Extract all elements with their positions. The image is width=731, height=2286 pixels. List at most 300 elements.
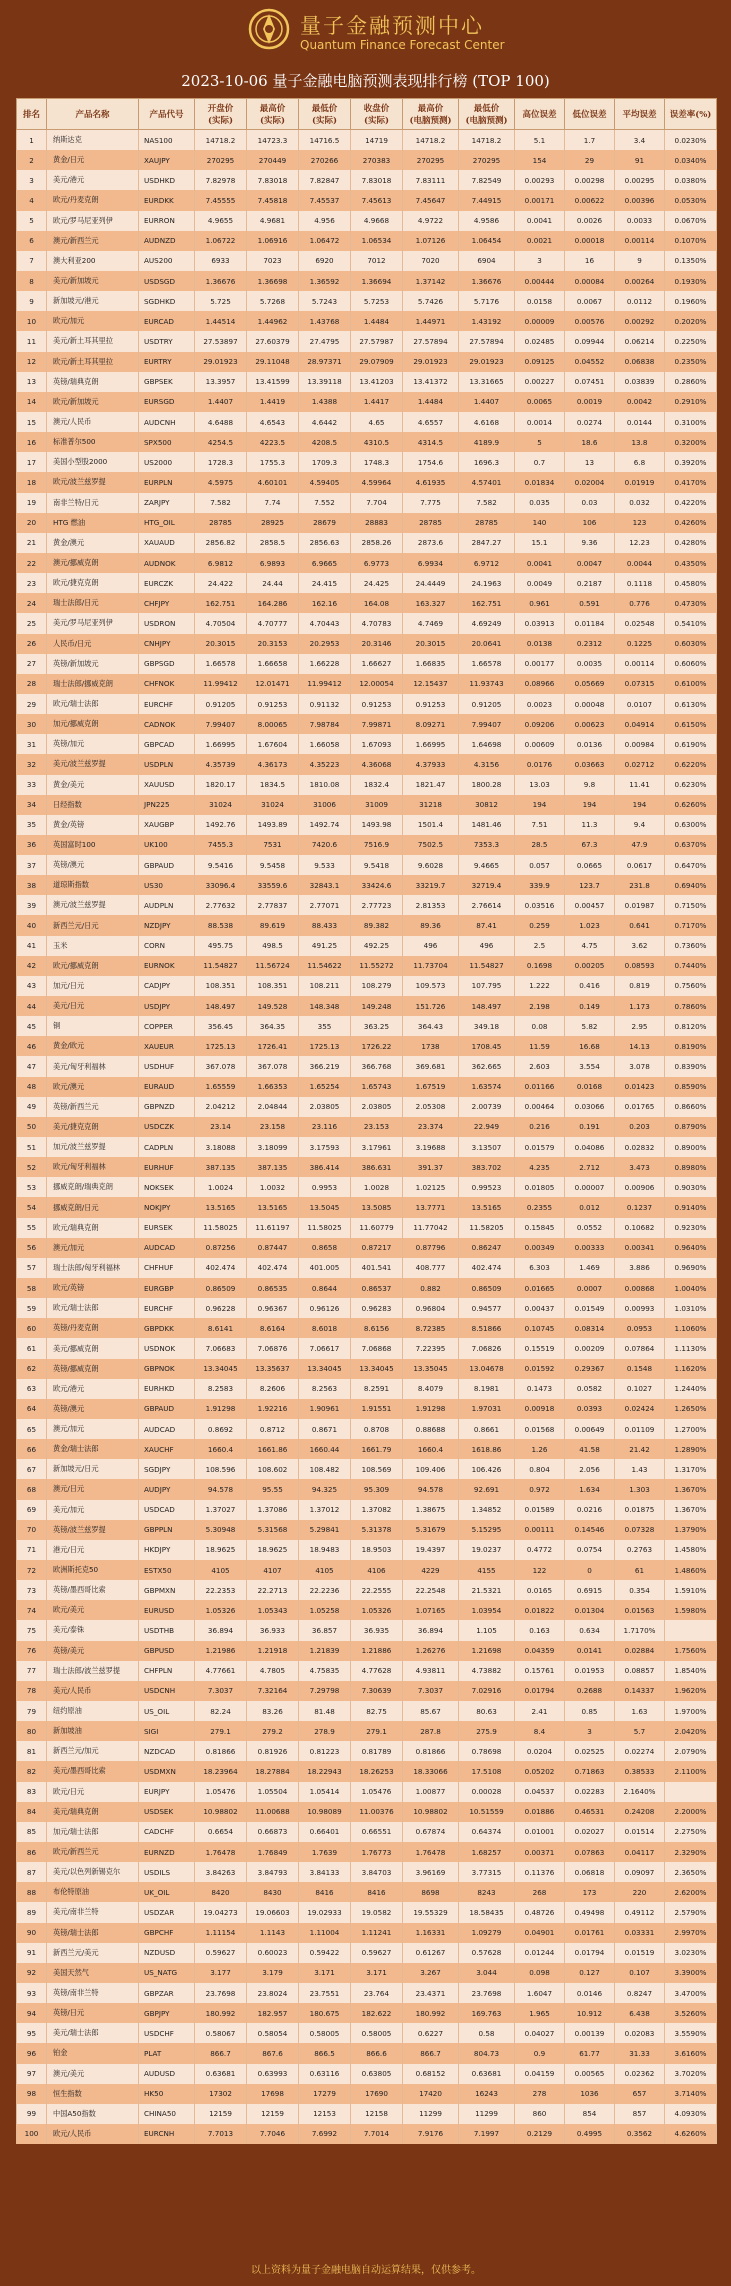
table-cell: 383.702: [459, 1157, 515, 1177]
table-cell: 0.09206: [515, 714, 565, 734]
table-cell: 美元/新土耳其里拉: [47, 331, 139, 351]
column-header: 高位误差: [515, 99, 565, 130]
table-cell: GBPNZD: [139, 1097, 195, 1117]
table-cell: 0.01568: [515, 1419, 565, 1439]
table-cell: 11.56724: [247, 956, 299, 976]
table-cell: 3.84263: [195, 1862, 247, 1882]
table-cell: GBPCHF: [139, 1923, 195, 1943]
table-cell: 0.0340%: [665, 150, 717, 170]
table-cell: 0.032: [615, 493, 665, 513]
table-cell: 78: [17, 1681, 47, 1701]
table-cell: 32843.1: [299, 875, 351, 895]
table-cell: 0.04117: [615, 1842, 665, 1862]
table-cell: 268: [515, 1882, 565, 1902]
table-cell: 355: [299, 1016, 351, 1036]
table-cell: 14718.2: [195, 130, 247, 151]
table-cell: 0.00264: [615, 271, 665, 291]
table-cell: 7020: [403, 251, 459, 271]
table-cell: 7023: [247, 251, 299, 271]
table-cell: 1.07165: [403, 1600, 459, 1620]
table-cell: 美元/墨西哥比索: [47, 1761, 139, 1781]
table-cell: 0.4280%: [665, 533, 717, 553]
table-cell: 0.0041: [515, 211, 565, 231]
table-cell: 5.82: [565, 1016, 615, 1036]
table-cell: 澳元/美元: [47, 2064, 139, 2084]
table-cell: UK100: [139, 835, 195, 855]
table-cell: 英镑/澳元: [47, 855, 139, 875]
table-cell: 11.58025: [299, 1218, 351, 1238]
table-cell: 0.8900%: [665, 1137, 717, 1157]
table-cell: 0.01953: [565, 1661, 615, 1681]
table-cell: 19.06603: [247, 1902, 299, 1922]
table-cell: 50: [17, 1117, 47, 1137]
table-cell: 0.63993: [247, 2064, 299, 2084]
table-row: [17, 1258, 717, 1278]
table-cell: 0.07863: [565, 1842, 615, 1862]
table-cell: 6.303: [515, 1258, 565, 1278]
table-cell: 0.4772: [515, 1540, 565, 1560]
table-cell: EURDKK: [139, 190, 195, 210]
table-cell: 3.6160%: [665, 2043, 717, 2063]
table-cell: 1754.6: [403, 452, 459, 472]
table-cell: 28.97371: [299, 352, 351, 372]
table-cell: 1.2700%: [665, 1419, 717, 1439]
table-cell: 23.153: [351, 1117, 403, 1137]
table-cell: 0.8790%: [665, 1117, 717, 1137]
table-row: [17, 654, 717, 674]
table-row: [17, 593, 717, 613]
table-cell: JPN225: [139, 795, 195, 815]
table-cell: EURSEK: [139, 1218, 195, 1238]
table-cell: XAUCHF: [139, 1439, 195, 1459]
table-cell: 1.26: [515, 1439, 565, 1459]
table-row: [17, 2084, 717, 2104]
table-cell: 0.8120%: [665, 1016, 717, 1036]
table-row: [17, 936, 717, 956]
table-cell: 14.13: [615, 1036, 665, 1056]
table-cell: 0.02283: [565, 1782, 615, 1802]
table-cell: 8.1981: [459, 1379, 515, 1399]
table-cell: 0.86535: [247, 1278, 299, 1298]
table-cell: 0.87256: [195, 1238, 247, 1258]
table-cell: USDHKD: [139, 170, 195, 190]
table-cell: 88.433: [299, 915, 351, 935]
table-cell: 7.30639: [351, 1681, 403, 1701]
table-cell: 0.02485: [515, 331, 565, 351]
table-cell: 94.325: [299, 1479, 351, 1499]
table-cell: AUDUSD: [139, 2064, 195, 2084]
table-cell: 0.8671: [299, 1419, 351, 1439]
table-cell: 0.01794: [565, 1943, 615, 1963]
table-cell: 6.9893: [247, 553, 299, 573]
table-cell: 0.14337: [615, 1681, 665, 1701]
table-cell: 1.2650%: [665, 1399, 717, 1419]
table-cell: 1709.3: [299, 452, 351, 472]
table-cell: 16.68: [565, 1036, 615, 1056]
table-cell: 0.6300%: [665, 815, 717, 835]
table-row: [17, 1741, 717, 1761]
brand-name-en: Quantum Finance Forecast Center: [300, 38, 505, 52]
table-cell: 0.035: [515, 493, 565, 513]
table-cell: 0.7170%: [665, 915, 717, 935]
table-row: [17, 1500, 717, 1520]
table-cell: 1493.89: [247, 815, 299, 835]
table-row: [17, 392, 717, 412]
table-cell: 4.93811: [403, 1661, 459, 1681]
table-cell: 美元/瑞士法郎: [47, 2023, 139, 2043]
table-row: [17, 1278, 717, 1298]
table-cell: 22.2555: [351, 1580, 403, 1600]
table-cell: 11.59: [515, 1036, 565, 1056]
table-cell: 0.00464: [515, 1097, 565, 1117]
table-cell: 86: [17, 1842, 47, 1862]
table-cell: 20.0641: [459, 634, 515, 654]
table-cell: 1.05326: [195, 1600, 247, 1620]
table-cell: 美国天然气: [47, 1963, 139, 1983]
table-cell: 0.776: [615, 593, 665, 613]
table-row: [17, 1721, 717, 1741]
table-cell: 0.00007: [565, 1177, 615, 1197]
table-cell: 0.9690%: [665, 1258, 717, 1278]
table-cell: 3.267: [403, 1963, 459, 1983]
table-cell: 496: [459, 936, 515, 956]
table-cell: 18: [17, 472, 47, 492]
table-cell: 18.9483: [299, 1540, 351, 1560]
table-cell: 860: [515, 2104, 565, 2124]
table-cell: 1.06454: [459, 231, 515, 251]
table-cell: 7.7014: [351, 2124, 403, 2144]
table-cell: 0.6150%: [665, 714, 717, 734]
table-cell: NZDUSD: [139, 1943, 195, 1963]
table-cell: 11.73704: [403, 956, 459, 976]
table-cell: 47: [17, 1056, 47, 1076]
table-cell: 8.6156: [351, 1318, 403, 1338]
table-cell: 黄金/美元: [47, 775, 139, 795]
table-cell: 7.06876: [247, 1338, 299, 1358]
table-cell: 23.764: [351, 1983, 403, 2003]
table-cell: 31009: [351, 795, 403, 815]
table-cell: 74: [17, 1600, 47, 1620]
table-cell: 0.03516: [515, 895, 565, 915]
table-cell: COPPER: [139, 1016, 195, 1036]
table-cell: GBPSEK: [139, 372, 195, 392]
table-cell: 2.41: [515, 1701, 565, 1721]
table-cell: 31006: [299, 795, 351, 815]
table-cell: 1.0040%: [665, 1278, 717, 1298]
table-cell: 108.482: [299, 1459, 351, 1479]
table-cell: 0.02525: [565, 1741, 615, 1761]
table-cell: 108.211: [299, 976, 351, 996]
table-cell: 72: [17, 1560, 47, 1580]
table-cell: 美元/波兰兹罗提: [47, 754, 139, 774]
table-cell: 1.34852: [459, 1500, 515, 1520]
table-cell: 0.81223: [299, 1741, 351, 1761]
table-cell: 0.01514: [615, 1822, 665, 1842]
table-cell: 8416: [299, 1882, 351, 1902]
table-cell: 0.87796: [403, 1238, 459, 1258]
table-cell: 1728.3: [195, 452, 247, 472]
table-cell: 27.57894: [403, 331, 459, 351]
table-cell: 0.00048: [565, 694, 615, 714]
table-cell: 1.6047: [515, 1983, 565, 2003]
table-cell: 2.2750%: [665, 1822, 717, 1842]
table-cell: 54: [17, 1197, 47, 1217]
table-cell: 3: [17, 170, 47, 190]
table-cell: 1.68257: [459, 1842, 515, 1862]
table-cell: 67: [17, 1459, 47, 1479]
table-cell: 108.596: [195, 1459, 247, 1479]
table-cell: 澳元/加元: [47, 1238, 139, 1258]
table-cell: 7.06617: [299, 1338, 351, 1358]
table-cell: CHFJPY: [139, 593, 195, 613]
table-cell: 1.05476: [195, 1782, 247, 1802]
table-cell: 0.08593: [615, 956, 665, 976]
table-cell: 1.37086: [247, 1500, 299, 1520]
table-cell: 2.81353: [403, 895, 459, 915]
table-cell: 1.4484: [351, 311, 403, 331]
table-cell: 1.97031: [459, 1399, 515, 1419]
table-cell: 0.0165: [515, 1580, 565, 1600]
table-cell: 1.3790%: [665, 1520, 717, 1540]
table-cell: 4.70777: [247, 613, 299, 633]
table-cell: 欧元/瑞典克朗: [47, 1218, 139, 1238]
table-cell: 11.41: [615, 775, 665, 795]
table-cell: 0.057: [515, 855, 565, 875]
table-cell: CNHJPY: [139, 634, 195, 654]
table-cell: 23.7551: [299, 1983, 351, 2003]
table-cell: 4.9668: [351, 211, 403, 231]
table-row: [17, 1298, 717, 1318]
table-cell: 85: [17, 1822, 47, 1842]
table-cell: 88: [17, 1882, 47, 1902]
table-cell: 49: [17, 1097, 47, 1117]
table-cell: 4.35739: [195, 754, 247, 774]
table-cell: 0.04086: [565, 1137, 615, 1157]
table-cell: 0.02004: [565, 472, 615, 492]
table-cell: 7455.3: [195, 835, 247, 855]
table-cell: 33: [17, 775, 47, 795]
table-cell: 31024: [247, 795, 299, 815]
table-cell: 0.00209: [565, 1338, 615, 1358]
table-cell: 84: [17, 1802, 47, 1822]
table-cell: 布伦特原油: [47, 1882, 139, 1902]
table-cell: 3.17593: [299, 1137, 351, 1157]
table-cell: 0.0021: [515, 231, 565, 251]
table-row: [17, 613, 717, 633]
table-cell: 5.31679: [403, 1520, 459, 1540]
table-row: [17, 1902, 717, 1922]
table-cell: 367.078: [195, 1056, 247, 1076]
table-cell: 1.64698: [459, 734, 515, 754]
table-cell: 0.02083: [615, 2023, 665, 2043]
table-cell: 20.3153: [247, 634, 299, 654]
table-cell: 17: [17, 452, 47, 472]
table-cell: 0.0065: [515, 392, 565, 412]
table-cell: 30812: [459, 795, 515, 815]
table-cell: 0.6220%: [665, 754, 717, 774]
table-cell: 0.00371: [515, 1842, 565, 1862]
table-cell: 17698: [247, 2084, 299, 2104]
table-cell: 0.48726: [515, 1902, 565, 1922]
table-row: [17, 1580, 717, 1600]
table-cell: 0.882: [403, 1278, 459, 1298]
table-cell: 387.135: [195, 1157, 247, 1177]
table-cell: 3.5590%: [665, 2023, 717, 2043]
table-cell: 英镑/挪威克朗: [47, 1359, 139, 1379]
table-cell: 1.05258: [299, 1600, 351, 1620]
table-cell: 0.57628: [459, 1943, 515, 1963]
table-cell: 36.894: [195, 1620, 247, 1640]
table-cell: 5.15295: [459, 1520, 515, 1540]
table-cell: USDTRY: [139, 331, 195, 351]
table-cell: 28785: [403, 513, 459, 533]
table-cell: 0.0146: [565, 1983, 615, 2003]
table-cell: 0.00993: [615, 1298, 665, 1318]
table-cell: 24.415: [299, 573, 351, 593]
table-cell: 33424.6: [351, 875, 403, 895]
table-cell: 1.1130%: [665, 1338, 717, 1358]
table-cell: 0.6060%: [665, 654, 717, 674]
table-cell: 108.351: [195, 976, 247, 996]
table-cell: 2.3290%: [665, 1842, 717, 1862]
brand-logo-icon: [248, 8, 290, 50]
table-cell: 32: [17, 754, 47, 774]
table-cell: 4.70443: [299, 613, 351, 633]
table-cell: 9.8: [565, 775, 615, 795]
table-cell: EURTRY: [139, 352, 195, 372]
table-cell: 1618.86: [459, 1439, 515, 1459]
table-cell: 4.75: [565, 936, 615, 956]
table-cell: 4189.9: [459, 432, 515, 452]
table-cell: 4.3156: [459, 754, 515, 774]
table-cell: 6933: [195, 251, 247, 271]
table-cell: 0.96804: [403, 1298, 459, 1318]
table-cell: 0.8712: [247, 1419, 299, 1439]
table-cell: 0.0138: [515, 634, 565, 654]
table-cell: 1660.4: [403, 1439, 459, 1459]
table-cell: 47.9: [615, 835, 665, 855]
table-row: [17, 1137, 717, 1157]
table-cell: 408.777: [403, 1258, 459, 1278]
table-cell: 36.933: [247, 1620, 299, 1640]
table-cell: 4: [17, 190, 47, 210]
table-cell: GBPCAD: [139, 734, 195, 754]
table-cell: 6.8: [615, 452, 665, 472]
table-cell: 279.2: [247, 1721, 299, 1741]
table-cell: 0.0582: [565, 1379, 615, 1399]
table-cell: 0.00114: [615, 654, 665, 674]
table-cell: 1.67604: [247, 734, 299, 754]
table-cell: 7.06868: [351, 1338, 403, 1358]
table-cell: 0.08857: [615, 1661, 665, 1681]
table-cell: 61: [17, 1338, 47, 1358]
table-cell: 0.02832: [615, 1137, 665, 1157]
table-cell: 0.07315: [615, 674, 665, 694]
table-cell: 386.414: [299, 1157, 351, 1177]
table-cell: 13.5165: [459, 1197, 515, 1217]
table-cell: 1: [17, 130, 47, 151]
table-cell: 0.9: [515, 2043, 565, 2063]
table-cell: 22.949: [459, 1117, 515, 1137]
table-cell: 0.63805: [351, 2064, 403, 2084]
table-cell: 0.9030%: [665, 1177, 717, 1197]
table-cell: 0.8980%: [665, 1157, 717, 1177]
table-cell: 4107: [247, 1560, 299, 1580]
table-row: [17, 1641, 717, 1661]
table-cell: 1.63574: [459, 1077, 515, 1097]
table-cell: 0.01549: [565, 1298, 615, 1318]
table-cell: 17690: [351, 2084, 403, 2104]
table-cell: SPX500: [139, 432, 195, 452]
table-cell: 3.5260%: [665, 2003, 717, 2023]
table-cell: 0.01875: [615, 1500, 665, 1520]
table-cell: 0.2688: [565, 1681, 615, 1701]
table-cell: 51: [17, 1137, 47, 1157]
table-cell: 18.6: [565, 432, 615, 452]
table-cell: 1.9700%: [665, 1701, 717, 1721]
table-cell: 7.7046: [247, 2124, 299, 2144]
table-cell: 8.2591: [351, 1379, 403, 1399]
table-cell: 32719.4: [459, 875, 515, 895]
table-cell: 0.85: [565, 1701, 615, 1721]
table-cell: 8416: [351, 1882, 403, 1902]
table-cell: 1.44962: [247, 311, 299, 331]
table-cell: 0.01423: [615, 1077, 665, 1097]
table-cell: 95: [17, 2023, 47, 2043]
table-cell: 107.795: [459, 976, 515, 996]
table-cell: 29: [17, 694, 47, 714]
table-cell: 1.634: [565, 1479, 615, 1499]
table-cell: 0.6230%: [665, 775, 717, 795]
table-cell: 0.00333: [565, 1238, 615, 1258]
table-cell: 3.171: [299, 1963, 351, 1983]
table-cell: 0.49498: [565, 1902, 615, 1922]
table-cell: 1.66578: [459, 654, 515, 674]
table-row: [17, 452, 717, 472]
table-cell: 270266: [299, 150, 351, 170]
table-cell: 18.9503: [351, 1540, 403, 1560]
table-cell: 80.63: [459, 1701, 515, 1721]
table-cell: 28.5: [515, 835, 565, 855]
table-cell: 0.00177: [515, 654, 565, 674]
table-cell: 1.4407: [195, 392, 247, 412]
table-cell: 0.0168: [565, 1077, 615, 1097]
table-cell: 6.9773: [351, 553, 403, 573]
table-cell: 0.00293: [515, 170, 565, 190]
table-cell: 866.5: [299, 2043, 351, 2063]
table-cell: 0.15519: [515, 1338, 565, 1358]
table-cell: 0.03913: [515, 613, 565, 633]
table-cell: 0.2860%: [665, 372, 717, 392]
table-cell: 1.11004: [299, 1923, 351, 1943]
table-cell: 欧元/新西兰元: [47, 1842, 139, 1862]
table-cell: 123.7: [565, 875, 615, 895]
table-cell: 97: [17, 2064, 47, 2084]
table-cell: 29.01923: [195, 352, 247, 372]
table-cell: 2858.5: [247, 533, 299, 553]
table-cell: 2.9970%: [665, 1923, 717, 1943]
table-row: [17, 1359, 717, 1379]
table-cell: 美元/瑞典克朗: [47, 1802, 139, 1822]
table-cell: 加元/瑞士法郎: [47, 1822, 139, 1842]
table-cell: 33559.6: [247, 875, 299, 895]
table-cell: 纳斯达克: [47, 130, 139, 151]
table-cell: 220: [615, 1882, 665, 1902]
table-cell: 澳元/人民币: [47, 412, 139, 432]
table-row: [17, 1923, 717, 1943]
table-row: [17, 674, 717, 694]
table-cell: 0.91253: [351, 694, 403, 714]
